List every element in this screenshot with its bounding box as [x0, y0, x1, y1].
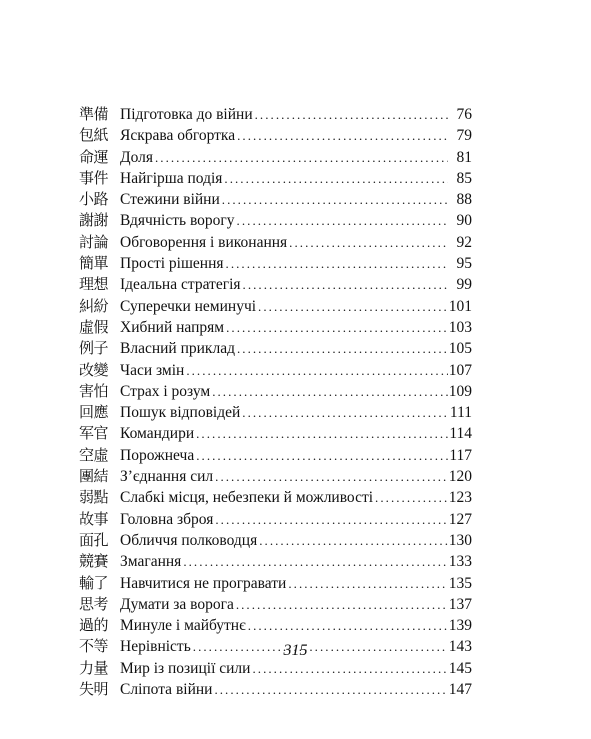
toc-entry-page: 81	[456, 148, 472, 166]
toc-entry-page: 85	[456, 169, 472, 187]
toc-entry-title: Яскрава обгортка	[120, 127, 236, 145]
table-of-contents	[79, 104, 472, 700]
toc-dot-leader	[194, 423, 448, 444]
toc-entry-page: 123	[448, 489, 472, 507]
toc-entry	[79, 530, 472, 551]
toc-entry-cjk: 空虛	[79, 445, 109, 464]
toc-dot-leader	[253, 104, 448, 125]
toc-entry-title: Ідеальна стратегія	[120, 276, 241, 294]
toc-entry-cjk: 準備	[79, 105, 109, 123]
toc-dot-leader	[250, 658, 448, 679]
toc-entry-page: 111	[449, 404, 472, 422]
toc-entry-cjk: 謝謝	[79, 211, 109, 230]
toc-entry-page: 147	[448, 681, 472, 699]
toc-entry-page: 117	[449, 446, 472, 464]
toc-dot-leader	[240, 402, 448, 423]
toc-entry-title: Стежини війни	[120, 191, 220, 209]
toc-entry	[79, 168, 472, 189]
toc-entry-page: 107	[448, 361, 472, 379]
toc-entry	[79, 573, 472, 594]
toc-entry-cjk: 理想	[79, 275, 109, 294]
toc-dot-leader	[222, 168, 448, 189]
toc-entry-title: Нерівність	[120, 638, 191, 656]
toc-entry-cjk: 事件	[79, 168, 109, 187]
toc-dot-leader	[224, 317, 448, 338]
toc-entry-title: Слабкі місця, небезпеки й можливості	[120, 489, 374, 507]
toc-entry-title: Суперечки неминучі	[120, 297, 257, 315]
toc-dot-leader	[213, 466, 448, 487]
toc-entry-title: Порожнеча	[120, 446, 195, 464]
toc-dot-leader	[256, 296, 448, 317]
toc-dot-leader	[373, 487, 448, 508]
toc-entry-title: Власний приклад	[120, 340, 235, 358]
toc-entry-cjk: 小路	[79, 190, 109, 209]
toc-entry-title: Обговорення і виконання	[120, 233, 288, 251]
toc-entry-page: 145	[448, 659, 472, 677]
toc-entry-cjk: 包紙	[79, 126, 109, 145]
toc-entry-cjk: 故事	[79, 509, 109, 528]
toc-entry-title: Командири	[120, 425, 195, 443]
toc-entry-title: Хибний напрям	[120, 318, 225, 336]
toc-entry-page: 127	[448, 510, 472, 528]
toc-dot-leader	[235, 210, 448, 231]
toc-entry-cjk: 不等	[79, 637, 109, 656]
toc-entry-title: Мир із позиції сили	[120, 659, 251, 677]
toc-dot-leader	[213, 509, 448, 530]
toc-entry-title: Підготовка до війни	[120, 106, 253, 123]
toc-dot-leader	[257, 530, 448, 551]
toc-dot-leader	[181, 551, 448, 572]
toc-entry	[79, 423, 472, 444]
toc-entry-cjk: 军官	[79, 424, 109, 443]
toc-entry-page: 101	[448, 297, 472, 315]
toc-entry-page: 133	[448, 553, 472, 571]
toc-entry-title: Доля	[120, 148, 153, 166]
toc-entry-page: 95	[456, 255, 472, 273]
page-number: 315	[283, 642, 308, 659]
toc-entry-title: Головна зброя	[120, 510, 214, 528]
toc-dot-leader	[241, 274, 448, 295]
toc-entry-page: 76	[456, 106, 472, 123]
toc-entry-cjk: 糾紛	[79, 296, 109, 315]
toc-entry-title: Часи змін	[120, 361, 185, 379]
toc-entry-cjk: 弱點	[79, 488, 109, 507]
toc-entry	[79, 466, 472, 487]
toc-dot-leader	[210, 381, 448, 402]
toc-dot-leader	[153, 147, 448, 168]
toc-entry-page: 90	[456, 212, 472, 230]
toc-entry-title: Вдячність ворогу	[120, 212, 235, 230]
toc-entry-cjk: 回應	[79, 403, 109, 422]
toc-entry-cjk: 面孔	[79, 530, 109, 549]
toc-dot-leader	[224, 253, 448, 274]
toc-entry	[79, 189, 472, 210]
toc-entry	[79, 615, 472, 636]
toc-entry-page: 92	[456, 233, 472, 251]
toc-entry-title: Навчитися не програвати	[120, 574, 287, 592]
toc-entry-page: 120	[448, 468, 472, 486]
toc-entry-cjk: 討論	[79, 232, 109, 251]
toc-entry-cjk: 力量	[79, 658, 109, 677]
toc-entry	[79, 147, 472, 168]
toc-entry-cjk: 輸了	[79, 573, 109, 592]
toc-entry	[79, 125, 472, 146]
toc-entry-cjk: 競賽	[79, 552, 109, 571]
toc-entry-page: 130	[448, 531, 472, 549]
toc-entry-page: 88	[456, 191, 472, 209]
toc-dot-leader	[287, 232, 448, 253]
toc-entry	[79, 551, 472, 572]
toc-entry-page: 139	[448, 617, 472, 635]
toc-entry-title: З’єднання сил	[120, 468, 214, 486]
toc-entry	[79, 679, 472, 700]
toc-entry-page: 143	[448, 638, 472, 656]
toc-entry-page: 135	[448, 574, 472, 592]
toc-entry-title: Минуле і майбутнє	[120, 617, 246, 635]
toc-entry	[79, 232, 472, 253]
toc-entry-cjk: 命運	[79, 147, 109, 166]
toc-entry	[79, 274, 472, 295]
toc-dot-leader	[212, 679, 448, 700]
toc-entry-cjk: 團結	[79, 467, 109, 486]
toc-entry-cjk: 失明	[79, 680, 109, 699]
toc-dot-leader	[246, 615, 448, 636]
toc-entry	[79, 402, 472, 423]
toc-dot-leader	[286, 573, 448, 594]
toc-entry-cjk: 例子	[79, 339, 109, 358]
toc-entry	[79, 487, 472, 508]
toc-entry	[79, 594, 472, 615]
toc-entry-cjk: 害怕	[79, 381, 109, 400]
toc-entry-cjk: 思考	[79, 594, 109, 613]
toc-dot-leader	[235, 125, 448, 146]
toc-entry-page: 114	[449, 425, 472, 443]
toc-dot-leader	[235, 338, 448, 359]
toc-entry	[79, 445, 472, 466]
toc-entry-page: 137	[448, 595, 472, 613]
toc-entry-title: Змагання	[120, 553, 182, 571]
toc-entry-page: 103	[448, 318, 472, 336]
toc-entry-title: Страх і розум	[120, 382, 211, 400]
toc-entry-page: 79	[456, 127, 472, 145]
toc-entry	[79, 338, 472, 359]
toc-entry-page: 105	[448, 340, 472, 358]
toc-entry-cjk: 改變	[79, 360, 109, 379]
toc-entry-title: Думати за ворога	[120, 595, 234, 613]
toc-dot-leader	[194, 445, 448, 466]
toc-entry	[79, 296, 472, 317]
toc-entry-title: Пошук відповідей	[120, 404, 241, 422]
toc-entry	[79, 317, 472, 338]
toc-entry-title: Найгірша подія	[120, 169, 223, 187]
toc-entry-cjk: 虛假	[79, 317, 109, 336]
toc-entry-cjk: 簡單	[79, 254, 109, 273]
toc-entry-title: Прості рішення	[120, 255, 224, 273]
toc-entry-cjk: 過的	[79, 616, 109, 635]
toc-entry	[79, 658, 472, 679]
toc-dot-leader	[234, 594, 448, 615]
toc-dot-leader	[184, 360, 448, 381]
toc-entry-page: 109	[448, 382, 472, 400]
toc-entry-title: Обличчя полководця	[120, 531, 258, 549]
toc-entry	[79, 210, 472, 231]
toc-entry	[79, 509, 472, 530]
toc-entry	[79, 104, 472, 125]
toc-entry	[79, 253, 472, 274]
toc-entry	[79, 381, 472, 402]
toc-dot-leader	[220, 189, 448, 210]
toc-entry-page: 99	[456, 276, 472, 294]
toc-entry-title: Сліпота війни	[120, 681, 213, 699]
toc-entry	[79, 360, 472, 381]
